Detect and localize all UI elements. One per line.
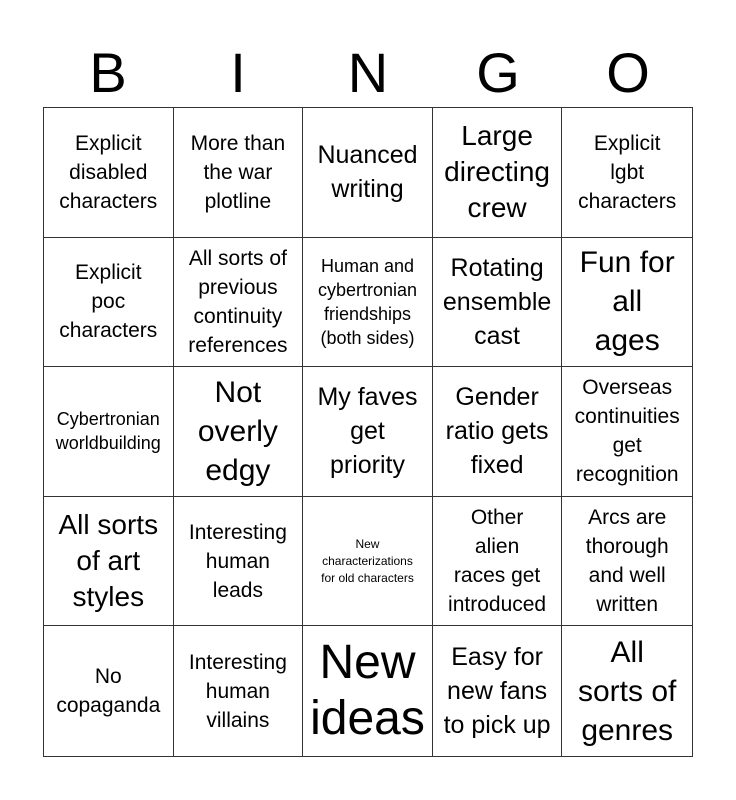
cell-text: Large directing crew xyxy=(444,120,551,224)
cell-text: All sorts of art styles xyxy=(58,509,159,613)
cell-text: More than the war plotline xyxy=(190,131,286,213)
cell-text: Fun for all ages xyxy=(579,246,675,358)
bingo-cell-r5c4[interactable] xyxy=(433,626,563,756)
cell-text: Not overly edgy xyxy=(197,375,278,487)
cell-text: Overseas continuities get recognition xyxy=(574,376,680,487)
bingo-cell-r5c2[interactable] xyxy=(174,626,304,756)
bingo-cell-r2c4[interactable] xyxy=(433,238,563,368)
cell-text: Explicit disabled characters xyxy=(59,131,158,213)
bingo-cell-r1c5[interactable] xyxy=(562,108,692,238)
bingo-cell-r1c4[interactable] xyxy=(433,108,563,238)
cell-text: Human and cybertronian friendships (both sides) xyxy=(317,255,418,348)
header-letter-g: G xyxy=(476,41,520,104)
cell-text: Other alien races get introduced xyxy=(448,506,547,617)
bingo-cell-r3c3[interactable] xyxy=(303,367,433,497)
cell-text: Rotating ensemble cast xyxy=(442,253,552,350)
bingo-cell-r2c5[interactable] xyxy=(562,238,692,368)
bingo-cell-r1c2[interactable] xyxy=(174,108,304,238)
bingo-cell-r2c1[interactable] xyxy=(44,238,174,368)
bingo-cell-r5c5[interactable] xyxy=(562,626,692,756)
cell-text: Explicit poc characters xyxy=(59,261,158,343)
cell-text: New characterizations for old characters xyxy=(321,536,414,585)
bingo-cell-r4c4[interactable] xyxy=(433,497,563,627)
bingo-cell-r5c3[interactable] xyxy=(303,626,433,756)
cell-text: No copaganda xyxy=(56,665,161,718)
bingo-cell-r3c5[interactable] xyxy=(562,367,692,497)
header-letter-i: I xyxy=(230,41,246,104)
header-letter-b: B xyxy=(89,41,127,104)
bingo-cell-r2c3[interactable] xyxy=(303,238,433,368)
cell-text: All sorts of genres xyxy=(578,635,677,747)
bingo-cell-r4c5[interactable] xyxy=(562,497,692,627)
cell-text: All sorts of previous continuity references xyxy=(188,246,288,357)
bingo-cell-r1c1[interactable] xyxy=(44,108,174,238)
bingo-cell-r5c1[interactable] xyxy=(44,626,174,756)
cell-text: Easy for new fans to pick up xyxy=(443,643,551,740)
cell-text: Explicit lgbt characters xyxy=(578,131,677,213)
header-letter-o: O xyxy=(606,41,650,104)
bingo-cell-r4c1[interactable] xyxy=(44,497,174,627)
bingo-cell-r3c2[interactable] xyxy=(174,367,304,497)
bingo-cell-r1c3[interactable] xyxy=(303,108,433,238)
bingo-header xyxy=(43,40,693,106)
cell-text: Interesting human villains xyxy=(188,650,287,732)
cell-text: Gender ratio gets fixed xyxy=(445,383,549,480)
bingo-cell-r4c2[interactable] xyxy=(174,497,304,627)
cell-text: Nuanced writing xyxy=(317,141,418,204)
cell-text: Cybertronian worldbuilding xyxy=(55,409,161,454)
cell-text: New ideas xyxy=(310,636,425,746)
cell-text: Interesting human leads xyxy=(188,520,287,602)
bingo-cell-r4c3[interactable] xyxy=(303,497,433,627)
bingo-cell-r2c2[interactable] xyxy=(174,238,304,368)
bingo-cell-r3c1[interactable] xyxy=(44,367,174,497)
cell-text: My faves get priority xyxy=(317,383,418,480)
header-letter-n: N xyxy=(347,41,389,104)
cell-text: Arcs are thorough and well written xyxy=(585,506,669,617)
bingo-board xyxy=(43,107,693,757)
bingo-cell-r3c4[interactable] xyxy=(433,367,563,497)
